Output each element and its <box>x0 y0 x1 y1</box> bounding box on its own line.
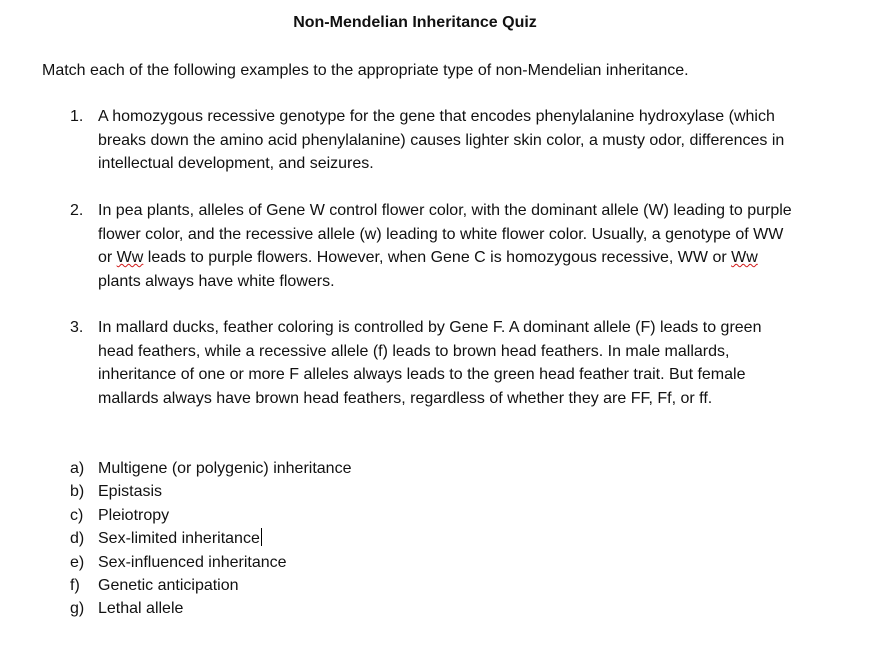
answer-item-e <box>70 551 351 574</box>
spellcheck-word[interactable]: Ww <box>116 249 144 266</box>
question-2 <box>70 199 800 293</box>
answer-item-f <box>70 574 351 597</box>
answer-item-b <box>70 480 351 503</box>
instructions: Match each of the following examples to the appropriate type of non-Mendelian inheritance. <box>42 62 689 79</box>
question-text: A homozygous recessive genotype for the gene that encodes phenylalanine hydroxylase (which breaks down the amino acid phenylalanine) causes lighter skin color, a musty odor, differences in intellectual development, and seizures. <box>98 108 785 172</box>
answer-letter: g) <box>70 600 85 618</box>
text-segment: In pea plants, alleles of Gene W control flower color, with the dominant allele (W) leading to purple flower color, and the recessive allele (w) leading to white flower color. Usually, a genotype of WW or <box>98 202 792 266</box>
question-number: 2. <box>70 202 84 219</box>
answer-letter: d) <box>70 530 85 548</box>
spellcheck-word[interactable]: Ww <box>731 249 758 266</box>
answer-text: Lethal allele <box>98 600 184 618</box>
answer-item-a <box>70 457 351 480</box>
text-segment: plants always have white flowers. <box>98 272 335 290</box>
question-number: 3. <box>70 319 84 336</box>
question-text: In mallard ducks, feather coloring is controlled by Gene F. A dominant allele (F) leads to green head feathers, while a recessive allele (f) leads to brown head feathers. In male mallards, inheritance of one or more F alleles always leads to the green head feather trait. But female mallards always have brown head feathers, regardless of whether they are FF, Ff, or ff. <box>98 319 762 407</box>
quiz-title: Non-Mendelian Inheritance Quiz <box>293 14 537 31</box>
answer-letter: a) <box>70 460 85 477</box>
question-1 <box>70 105 800 176</box>
answer-text: Sex-limited inheritance <box>98 530 260 548</box>
answer-letter: e) <box>70 553 85 571</box>
answer-letter: c) <box>70 506 84 524</box>
text-cursor <box>261 528 262 546</box>
answer-text: Multigene (or polygenic) inheritance <box>98 460 352 477</box>
answer-letter: b) <box>70 483 85 501</box>
answer-text: Genetic anticipation <box>98 577 239 595</box>
answer-text: Sex-influenced inheritance <box>98 553 287 571</box>
answer-text: Epistasis <box>98 483 163 501</box>
question-text <box>98 199 800 293</box>
answer-item-c <box>70 504 351 527</box>
answer-item-g <box>70 597 351 620</box>
question-3 <box>70 316 800 410</box>
answer-letter: f) <box>70 577 80 595</box>
answer-item-d <box>70 527 351 550</box>
question-number: 1. <box>70 108 84 125</box>
text-segment: leads to purple flowers. However, when Gene C is homozygous recessive, WW or <box>143 249 732 266</box>
answer-list <box>70 457 351 621</box>
answer-text: Pleiotropy <box>98 506 170 524</box>
